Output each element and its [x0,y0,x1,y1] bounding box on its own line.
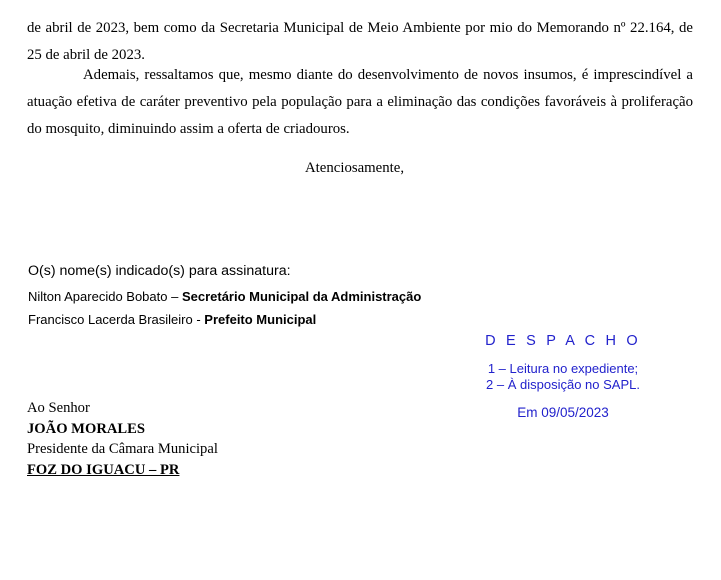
despacho-items [434,361,692,393]
recipient-salutation: Ao Senhor [27,400,90,416]
signer-2-name: Francisco Lacerda Brasileiro [28,312,193,327]
despacho-date: Em 09/05/2023 [517,405,609,420]
signer-2-separator: - [192,312,205,327]
signer-1-name: Nilton Aparecido Bobato [28,289,168,304]
paragraph-continuation: de abril de 2023, bem como da Secretaria Municipal de Meio Ambiente por mio do Memorando nº 22.164, de 25 de abril de 2023. [27,19,693,63]
signature-names-heading: O(s) nome(s) indicado(s) para assinatura: [28,263,291,279]
closing-salutation: Atenciosamente, [305,160,405,176]
signer-line-1 [28,289,421,304]
signer-line-2 [28,312,316,327]
signer-2-role: Prefeito Municipal [204,312,317,327]
paragraph-ademais: Ademais, ressaltamos que, mesmo diante do desenvolvimento de novos insumos, é imprescindível a atuação efetiva de caráter preventivo pela população para a eliminação das condições favoráveis à proliferação do mosquito, diminuindo assim a oferta de criadouros. [27,66,693,137]
despacho-item-2: 2 – À disposição no SAPL. [486,377,640,392]
signer-1-role: Secretário Municipal da Administração [181,289,422,304]
signer-1-separator: – [167,289,182,304]
recipient-name: JOÃO MORALES [27,420,145,437]
recipient-city: FOZ DO IGUACU – PR [27,461,180,478]
recipient-role: Presidente da Câmara Municipal [27,441,218,457]
despacho-item-1: 1 – Leitura no expediente; [487,361,639,376]
despacho-stamp [434,333,692,420]
recipient-block [27,398,218,480]
despacho-title: D E S P A C H O [485,333,641,349]
